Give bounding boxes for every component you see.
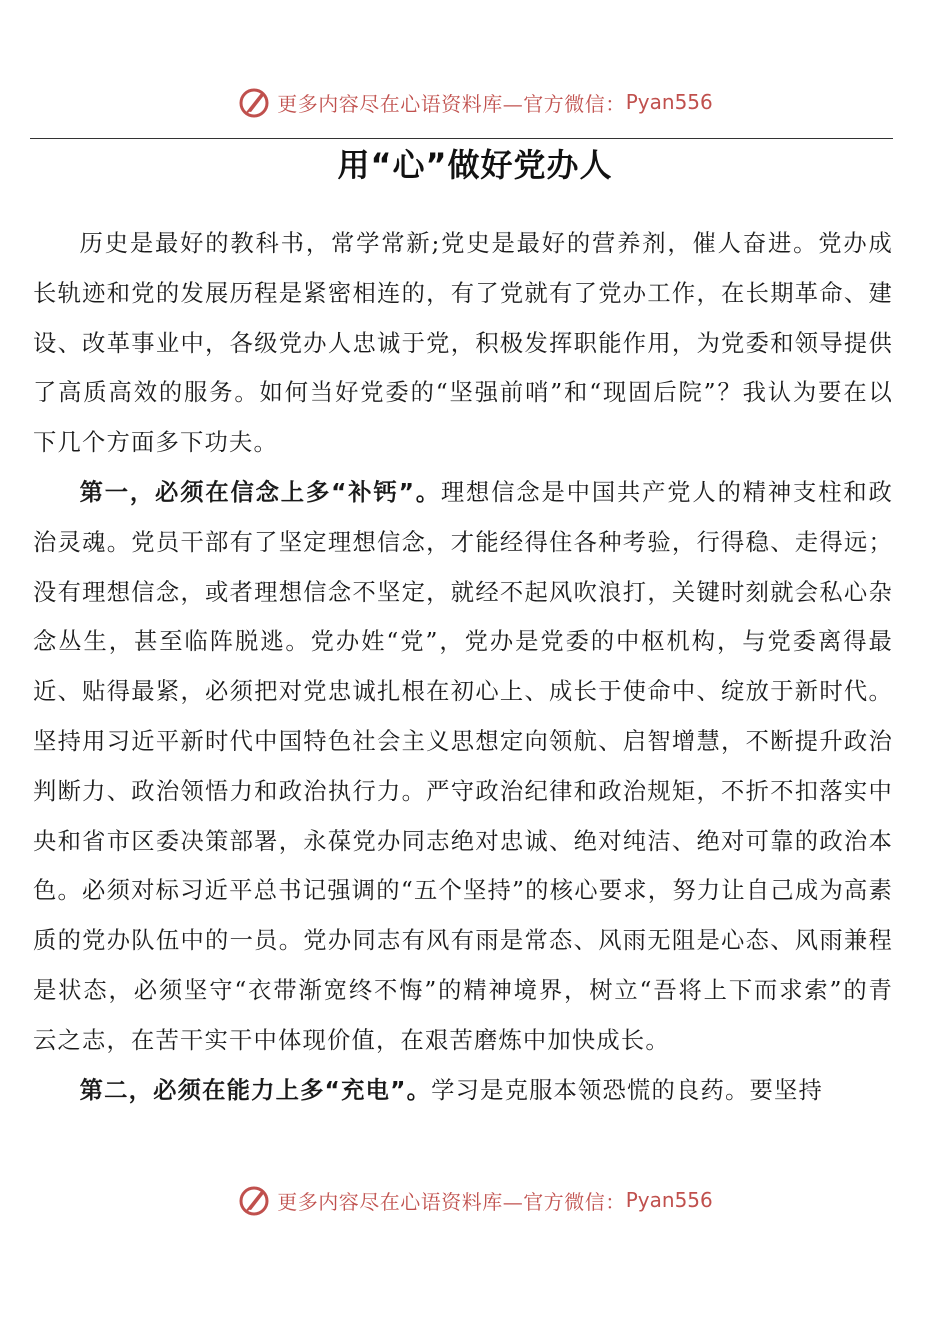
quill-circle-icon <box>237 84 273 120</box>
paragraph-first <box>33 468 893 1066</box>
wechat-id: Pyan556 <box>625 1188 713 1212</box>
banner-text: 更多内容尽在心语资料库—官方微信： <box>277 1189 626 1214</box>
paragraph-lead: 第二，必须在能力上多“充电”。 <box>79 1076 432 1104</box>
paragraph-lead: 第一，必须在信念上多“补钙”。 <box>79 478 441 506</box>
paragraph-text: 学习是克服本领恐慌的良药。要坚持 <box>431 1076 824 1104</box>
paragraph-text: 历史是最好的教科书，常学常新;党史是最好的营养剂，催人奋进。党办成长轨迹和党的发展历程是紧密相连的，有了党就有了党办工作，在长期革命、建设、改革事业中，各级党办人忠诚于党，积极发挥职能作用，为党委和领导提供了高质高效的服务。如何当好党委的“坚强前哨”和“现固后院”？我认为要在以下几个方面多下功夫。 <box>33 230 893 457</box>
footer-banner <box>0 1180 950 1220</box>
paragraph-second <box>33 1066 893 1116</box>
page-title: 用“心”做好党办人 <box>337 146 613 184</box>
header-banner <box>0 82 950 122</box>
paragraph-intro <box>33 219 893 468</box>
paragraph-text: 理想信念是中国共产党人的精神支柱和政治灵魂。党员干部有了坚定理想信念，才能经得住各种考验，行得稳、走得远；没有理想信念，或者理想信念不坚定，就经不起风吹浪打，关键时刻就会私心杂念丛生，甚至临阵脱逃。党办姓“党”，党办是党委的中枢机构，与党委离得最近、贴得最紧，必须把对党忠诚扎根在初心上、成长于使命中、绽放于新时代。坚持用习近平新时代中国特色社会主义思想定向领航、启智增慧，不断提升政治判断力、政治领悟力和政治执行力。严守政治纪律和政治规矩，不折不扣落实中央和省市区委决策部署，永葆党办同志绝对忠诚、绝对纯洁、绝对可靠的政治本色。必须对标习近平总书记强调的“五个坚持”的核心要求，努力让自己成为高素质的党办队伍中的一员。党办同志有风有雨是常态、风雨无阻是心态、风雨兼程是状态，必须坚守“衣带渐宽终不悔”的精神境界，树立“吾将上下而求索”的青云之志，在苦干实干中体现价值，在艰苦磨炼中加快成长。 <box>33 478 893 1054</box>
article-body <box>33 219 893 1115</box>
wechat-id: Pyan556 <box>625 90 713 114</box>
banner-text: 更多内容尽在心语资料库—官方微信： <box>277 91 626 116</box>
quill-circle-icon <box>237 1182 273 1218</box>
header-divider <box>30 138 893 139</box>
